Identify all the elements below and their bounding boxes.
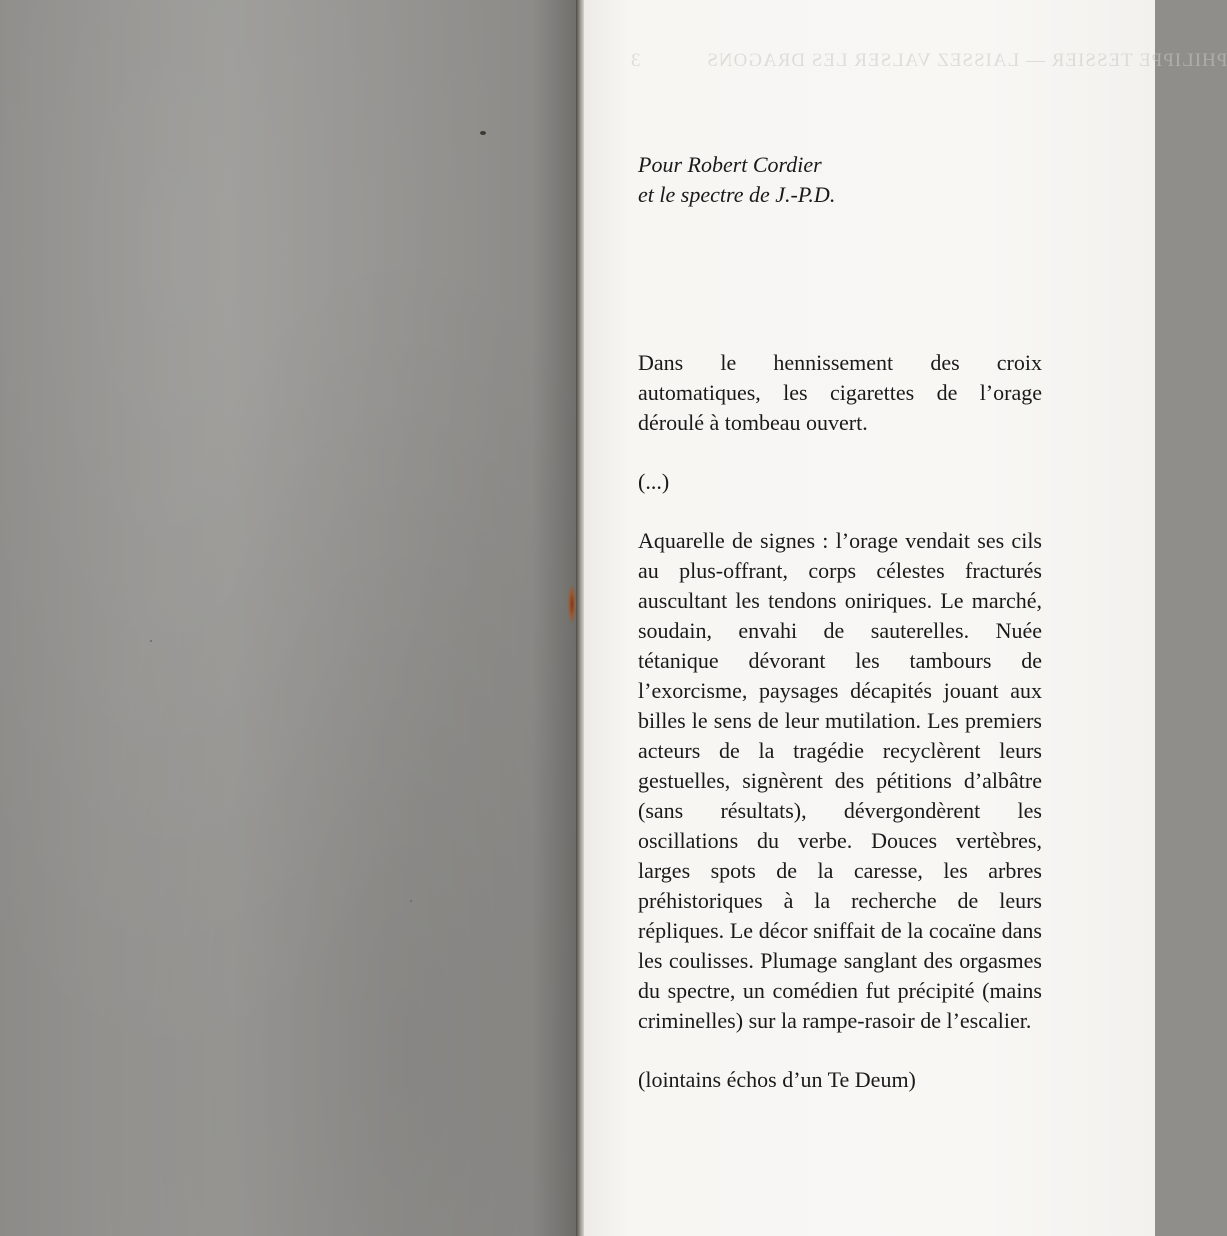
- paper-speck: [150, 640, 152, 642]
- paper-speck: [480, 131, 486, 135]
- left-page-cover: [0, 0, 578, 1236]
- poem-paragraph-2: Aquarelle de signes : l’orage vendait ses cils au plus-offrant, corps célestes fracturés auscultant les tendons oniriques. Le marché, soudain, envahi de sauterelles. Nuée tétanique dévorant les tambours de l’exorcisme, paysages décapités jouant aux billes le sens de leur mutilation. Les premiers acteurs de la tragédie recyclèrent leurs gestuelles, signèrent des pétitions d’albâtre (sans résultats), dévergondèrent les oscillations du verbe. Douces vertèbres, larges spots de la caresse, les arbres préhistoriques à la recherche de leurs répliques. Le décor sniffait de la cocaïne dans les coulisses. Plumage sanglant des orgasmes du spectre, un comédien fut précipité (mains criminelles) sur la rampe-rasoir de l’escalier.: [638, 528, 1042, 1033]
- closing-line: (lointains échos d’un Te Deum): [638, 1067, 916, 1092]
- paper-speck: [410, 900, 412, 902]
- staple-rust-mark: [568, 585, 576, 623]
- show-through-header-text: PHILIPPE TESSIER — LAISSEZ VALSER LES DRAGONS: [706, 50, 1227, 71]
- dedication: [638, 150, 1042, 210]
- ellipsis: (...): [638, 469, 670, 494]
- show-through-header: [630, 50, 1227, 72]
- poem-paragraph-1: Dans le hennissement des croix automatiques, les cigarettes de l’orage déroulé à tombeau ouvert.: [638, 350, 1042, 435]
- page-content: [638, 150, 1042, 1095]
- dedication-line-1: Pour Robert Cordier: [638, 152, 822, 177]
- dedication-line-2: et le spectre de J.-P.D.: [638, 182, 836, 207]
- show-through-page-number: 3: [630, 50, 641, 71]
